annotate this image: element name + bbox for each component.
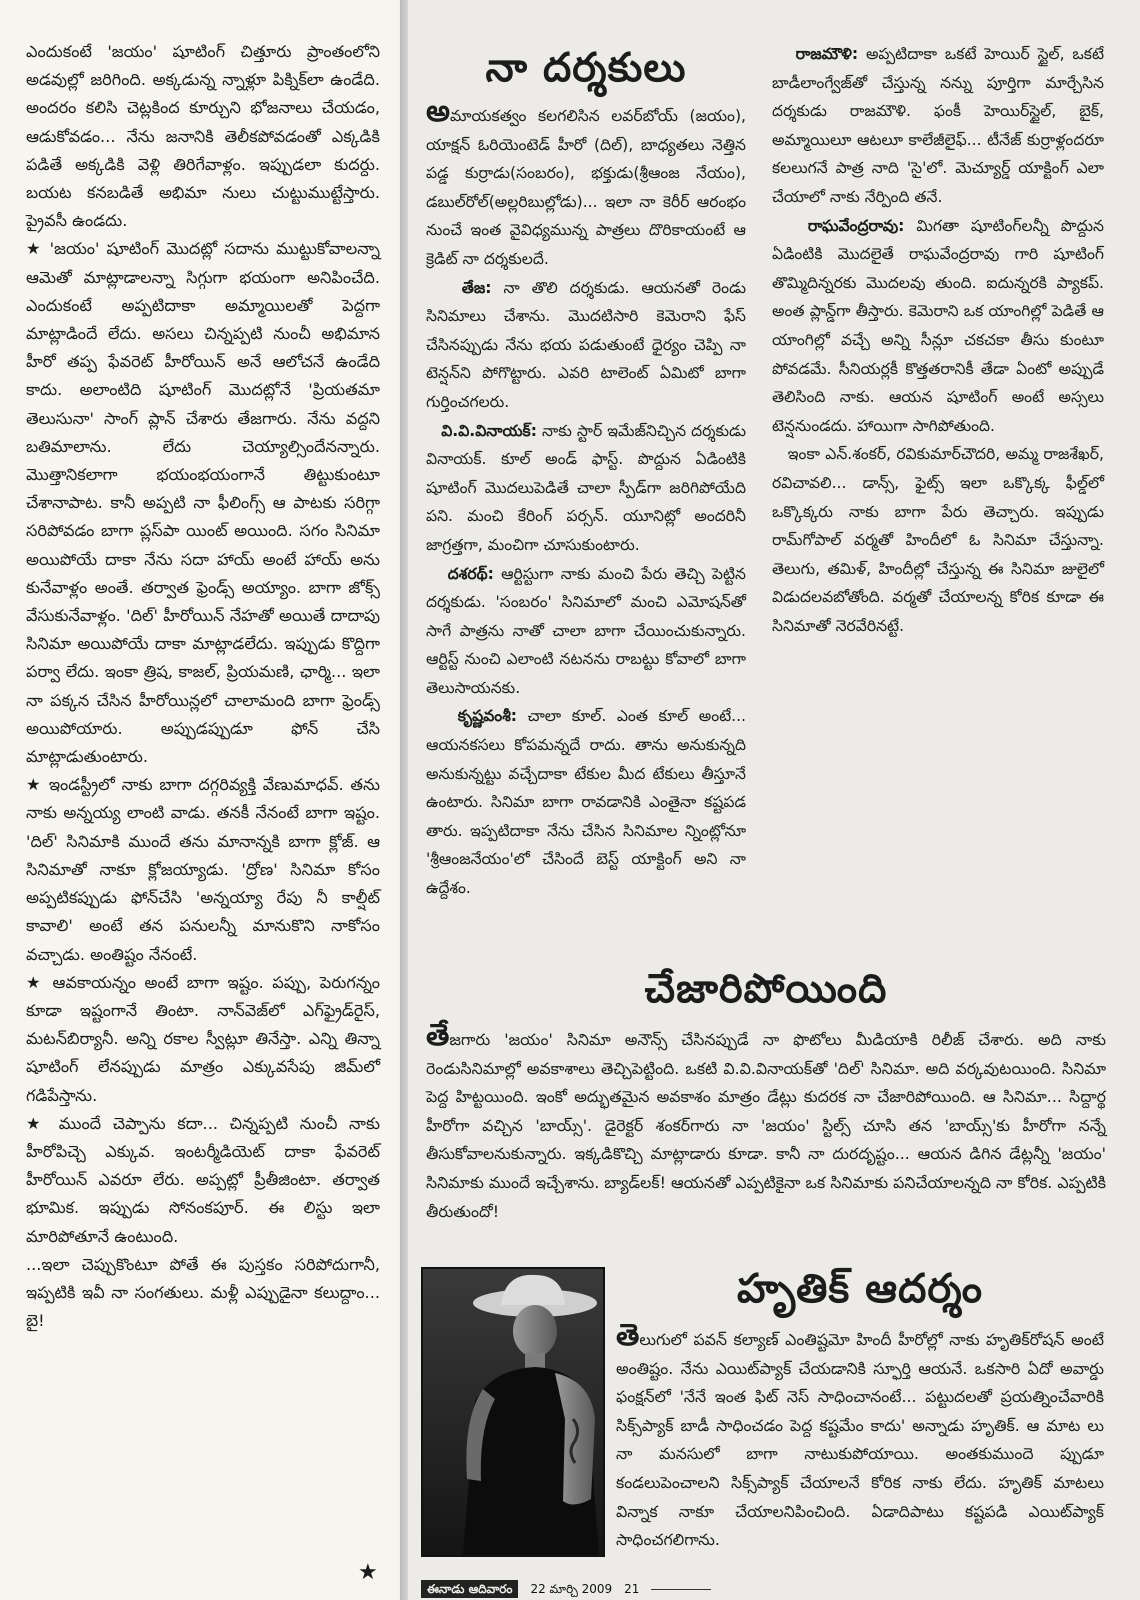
director-name: దశరథ్:	[447, 564, 494, 583]
end-star-icon: ★	[358, 1560, 378, 1585]
director-entry	[426, 702, 746, 902]
director-entry	[772, 212, 1104, 441]
hrithik-section	[616, 1262, 1104, 1555]
left-paragraph: ...ఇలా చెప్పుకొంటూ పోతే ఈ పుస్తకం సరిపోదుగానీ, ఇప్పటికి ఇవీ నా సంగతులు. మళ్లీ ఎప్పుడైనా కలుద్దాం... బై!	[26, 1254, 380, 1331]
director-name: రాజమౌళి:	[795, 45, 859, 63]
directors-heading: నా దర్శకులు	[485, 45, 687, 91]
director-name: రాఘవేంద్రరావు:	[807, 216, 905, 235]
directors-column-1	[426, 40, 746, 903]
hrithik-text: తెలుగులో పవన్ కల్యాణ్ ఎంతిష్టమో హిందీ హీరోల్లో నాకు హృతిక్‌రోషన్ అంటే అంతిష్టం. నేను ఎయిట్‌ప్యాక్ చేయడానికి స్ఫూర్తి ఆయనే. ఒకసారి ఏదో అవార్డు ఫంక్షన్‌లో 'నేనే ఇంత ఫిట్ నెస్ సాధించానంటే... పట్టుదలతో ప్రయత్నించేవారికి సిక్స్‌ప్యాక్ బాడీ సాధించడం పెద్ద కష్టమేం కాదు' అన్నాడు హృతిక్. ఆ మాట లు నా మనసులో బాగా నాటుకుపోయాయి. అంతకుముందె ప్పుడూ కండలుపెంచాలని సిక్స్‌ప్యాక్ చేయాలనే కోరిక నాకు లేదు. హృతిక్ మాటలు విన్నాక నాకూ చేయాలనిపించింది. ఏడాదిపాటు కష్టపడి ఎయిట్‌ప్యాక్ సాధించగలిగాను.	[616, 1318, 1104, 1550]
director-name: తేజ:	[461, 278, 492, 297]
column-divider	[400, 0, 408, 1600]
left-paragraph: ★ ముందే చెప్పాను కదా... చిన్నప్పటి నుంచీ నాకు హీరోపిచ్చె ఎక్కువ. ఇంటర్మీడియెట్ దాకా ఫేవరెట్ హీరోయిన్ ఎవరూ లేరు. అప్పట్లో ప్రీతీజింటా. తర్వాత భూమిక. ఇప్పుడు సోనంకపూర్. ఈ లిస్టు ఇలా మారిపోతూనే ఉంటుంది.	[26, 1110, 380, 1251]
director-entry	[426, 560, 746, 703]
director-entry	[772, 40, 1104, 212]
director-text: చాలా కూల్. ఎంత కూల్ అంటే... ఆయనకసలు కోపమన్నదే రాదు. తాను అనుకున్నది అనుకున్నట్టు వచ్చేదాకా టేకుల మీద టేకులు తీస్తూనే ఉంటారు. సినిమా బాగా రావడానికి ఎంతైనా కష్టపడ తారు. ఇప్పటిదాకా నేను చేసిన సినిమాల న్నింట్లోనూ 'శ్రీఆంజనేయం'లో చేసిందే బెస్ట్ యాక్టింగ్ అని నా ఉద్దేశం.	[426, 707, 747, 898]
issue-date: 22 మార్చి 2009	[530, 1582, 613, 1596]
director-text: ఆర్టిస్టుగా నాకు మంచి పేరు తెచ్చి పెట్టిన దర్శకుడు. 'సంబరం' సినిమాలో మంచి ఎమోషన్‌తో సాగే పాత్రను నాతో చాలా బాగా చేయించుకున్నారు. ఆర్టిస్ట్ నుంచి ఎలాంటి నటనను రాబట్టు కోవాలో బాగా తెలుసాయనకు.	[426, 564, 746, 697]
left-paragraph: ఎందుకంటే 'జయం' షూటింగ్ చిత్తూరు ప్రాంతంలోని అడవుల్లో జరిగింది. అక్కడున్న న్నాళ్లూ పిక్నిక్‌లా ఉండేది. అందరం కలిసి చెట్లకింద కూర్చుని భోజనాలు చేయడం, ఆడుకోవడం... నేను జనానికి తెలీకపోవడంతో ఎక్కడికి పడితే అక్కడికి వెళ్లి తిరిగేవాళ్లం. ఇప్పుడలా కుదర్దు. బయట కనబడితే అభిమా నులు చుట్టుముట్టేస్తారు. ప్రైవసీ ఉండదు.	[26, 42, 380, 231]
directors-column-2	[772, 40, 1104, 640]
left-column	[0, 0, 398, 1600]
director-name: వి.వి.వినాయక్:	[441, 421, 537, 440]
left-paragraph: ★ ఇండస్ట్రీలో నాకు బాగా దగ్గరివ్యక్తి వేణుమాధవ్. తను నాకు అన్నయ్య లాంటి వాడు. తనకీ నేనంటే బాగా ఇష్టం. 'దిల్' సినిమాకి ముందే తను మానాన్నకి బాగా క్లోజ్. ఆ సినిమాతో నాకూ క్లోజయ్యాడు. 'ద్రోణ' సినిమా కోసం అప్పటికప్పుడు ఫోన్‌చేసి 'అన్నయ్యా రేపు నీ కాల్షీట్ కావాలి' అంటే తన పనులన్నీ మానుకొని నాకోసం వచ్చాడు. అంతిష్టం నేనంటే.	[26, 771, 380, 968]
director-name: కృష్ణవంశీ:	[457, 707, 518, 726]
director-text: అప్పటిదాకా ఒకటే హెయిర్ స్టైల్, ఒకటే బాడీలాంగ్వేజ్‌తో చేస్తున్న నన్ను పూర్తిగా మార్చేసిన దర్శకుడు రాజమౌళి. ఫంకీ హెయిర్‌స్టైల్, బైక్, అమ్మాయిలూ ఆటలూ కాలేజీలైఫ్... టీనేజ్ కుర్రాళ్లందరూ కలలుగనే పాత్ర నాది 'సై'లో. మెచ్యూర్డ్ యాక్టింగ్ ఎలా చేయాలో నాకు నేర్పింది తనే.	[772, 45, 1104, 206]
page-footer	[421, 1580, 711, 1598]
footer-rule	[651, 1589, 711, 1590]
hrithik-heading: హృతిక్ ఆదర్శం	[736, 1266, 984, 1312]
director-text: నా తొలి దర్శకుడు. ఆయనతో రెండు సినిమాలు చేశాను. మొదటిసారి కెమెరాని ఫేస్ చేసినప్పుడు నేను భయ పడుతుంటే ధైర్యం చెప్పి నా టెన్షన్‌ని పోగొట్టారు. ఎవరి టాలెంట్ ఏమిటో బాగా గుర్తించగలరు.	[426, 278, 747, 411]
director-text: నాకు స్టార్ ఇమేజ్‌నిచ్చిన దర్శకుడు వినాయక్. కూల్ అండ్ ఫాస్ట్. పొద్దున ఏడింటికి షూటింగ్ మొదలుపెడితే చాలా స్పీడ్‌గా జరిగిపోయేది పని. మంచి కేరింగ్ పర్సన్. యూనిట్లో అందరినీ జాగ్రత్తగా, మంచిగా చూసుకుంటారు.	[426, 421, 746, 554]
directors-closing: ఇంకా ఎన్.శంకర్, రవికుమార్‌చౌదరి, అమ్మ రాజశేఖర్, రవిచావలి... డాన్స్, ఫైట్స్ ఇలా ఒక్కొక్క ఫీల్డ్‌లో ఒక్కొక్కరు నాకు బాగా పేరు తెచ్చారు. ఇప్పుడు రామ్‌గోపాల్ వర్మతో హిందీలో ఓ సినిమా చేస్తున్నా. తెలుగు, తమిళ్, హిందీల్లో చేస్తున్న ఈ సినిమా జులైలో విడుదలవబోతోంది. వర్మతో చేయాలన్న కోరిక కూడా ఈ సినిమాతో నెరవేరినట్టే.	[772, 445, 1104, 635]
left-paragraph: ★ ఆవకాయన్నం అంటే బాగా ఇష్టం. పప్పు, పెరుగన్నం కూడా ఇష్టంగానే తింటా. నాన్‌వెజ్‌లో ఎగ్‌ఫ్రైడ్‌రైస్, మటన్‌బిర్యానీ. అన్ని రకాల స్వీట్లూ తినేస్తా. ఎన్ని తిన్నా షూటింగ్ లేనప్పుడు మాత్రం ఎక్కువసేపు జిమ్‌లో గడిపేస్తాను.	[26, 969, 380, 1110]
missed-text: తేజగారు 'జయం' సినిమా అనౌన్స్ చేసినప్పుడే నా ఫొటోలు మీడియాకి రిలీజ్ చేశారు. అది నాకు రెండుసినిమాల్లో అవకాశాలు తెచ్చిపెట్టింది. ఒకటి వి.వి.వినాయక్‌తో 'దిల్' సినిమా. అది వర్కవుటయింది. సినిమా పెద్ద హిట్టయింది. ఇంకో అద్భుతమైన అవకాశం మాత్రం డేట్లు కుదరక నా చేజారిపోయింది. ఆ సినిమా... సిద్దార్థ హీరోగా వచ్చిన 'బాయ్స్'. డైరెక్టర్ శంకర్‌గారు నా 'జయం' స్టిల్స్ చూసి తన 'బాయ్స్'కు హీరోగా నన్నే తీసుకోవాలనుకున్నారు. ఇక్కడికొచ్చి మాట్లాడారు కూడా. కానీ నా దురదృష్టం... ఆయన డిగిన డేట్లన్నీ 'జయం' సినిమాకు ముందే ఇచ్చేశాను. బ్యాడ్‌లక్! ఆయనతో ఎప్పటికైనా ఒక సినిమాకు పనిచేయాలన్నది నా కోరిక. ఎప్పటికి తీరుతుందో!	[426, 1018, 1106, 1221]
director-text: మిగతా షూటింగ్‌లన్నీ పొద్దున ఏడింటికి మొదలైతే రాఘవేంద్రరావు గారి షూటింగ్ తొమ్మిదిన్నరకు మొదలవు తుంది. ఐదున్నరకి ప్యాకప్. అంత ప్లాన్డ్‌గా తీస్తారు. కెమెరాని ఒక యాంగిల్లో పెడితే ఆ యాంగిల్లో వచ్చే అన్ని సీన్లూ చకచకా తీసు కుంటూ పోవడమే. సీనియర్లకీ కొత్తతరానికీ తేడా ఏంటో అప్పుడే తెలిసింది నాకు. ఆయన షూటింగ్ అంటే అస్సలు టెన్షనుండదు. హాయిగా సాగిపోతుంది.	[772, 216, 1104, 435]
left-paragraph: ★ 'జయం' షూటింగ్ మొదట్లో సదాను ముట్టుకోవాలన్నా ఆమెతో మాట్లాడాలన్నా సిగ్గుగా భయంగా అనిపించేది. ఎందుకంటే అప్పటిదాకా అమ్మాయిలతో పెద్దగా మాట్లాడిందే లేదు. అసలు చిన్నప్పటి నుంచీ అభిమాన హీరో తప్ప ఫేవరెట్ హీరోయిన్ అనే ఆలోచనే ఉండేది కాదు. అలాంటిది షూటింగ్ మొదట్లోనే 'ప్రియతమా తెలుసునా' సాంగ్ ప్లాన్ చేశారు తేజగారు. నేను వద్దని బతిమాలాను. లేదు చెయ్యాల్సిందేనన్నారు. మొత్తానికలాగా భయంభయంగానే తిట్టుకుంటూ చేశానాపాట. కానీ అప్పటి నా ఫీలింగ్స్ ఆ పాటకు సరిగ్గా సరిపోవడం బాగా ప్లస్‌పా యింట్ అయింది. సగం సినిమా అయిపోయే దాకా నేను సదా హాయ్ అంటే హాయ్ అను కునేవాళ్లం అంతే. తర్వాత ఫ్రెండ్స్ అయ్యాం. బాగా జోక్స్ వేసుకునేవాళ్లం. 'దిల్' హీరోయిన్ నేహతో అయితే దాదాపు సినిమా అయిపోయే దాకా మాట్లాడలేదు. ఇప్పుడు కొద్దిగా పర్వా లేదు. ఇంకా త్రిష, కాజల్, ప్రియమణి, ఛార్మి... ఇలా నా పక్కన చేసిన హీరోయిన్లలో చాలామంది బాగా ఫ్రెండ్స్ అయిపోయారు. అప్పుడప్పుడూ ఫోన్ చేసి మాట్లాడుతుంటారు.	[26, 235, 380, 771]
directors-intro: అమాయకత్వం కలగలిసిన లవర్‌బోయ్ (జయం), యాక్షన్ ఓరియెంటెడ్ హీరో (దిల్), బాధ్యతలు నెత్తిన పడ్డ కుర్రాడు(సంబరం), భక్తుడు(శ్రీఆంజ నేయం), డబుల్‌రోల్(అల్లరిబుల్లోడు)... ఇలా నా కెరీర్ ఆరంభం నుంచే ఇంత వైవిధ్యమున్న పాత్రలు దొరికాయంటే ఆ క్రెడిట్ నా దర్శకులదే.	[426, 94, 746, 268]
missed-opportunity-section	[426, 960, 1106, 1226]
publication-name: ఈనాడు ఆదివారం	[421, 1580, 518, 1598]
missed-heading: చేజారిపోయింది	[644, 966, 888, 1012]
director-entry	[426, 417, 746, 560]
page-number: 21	[624, 1582, 640, 1596]
actor-photo	[421, 1267, 605, 1557]
director-entry	[426, 274, 746, 417]
actor-photo-illustration	[423, 1269, 603, 1555]
